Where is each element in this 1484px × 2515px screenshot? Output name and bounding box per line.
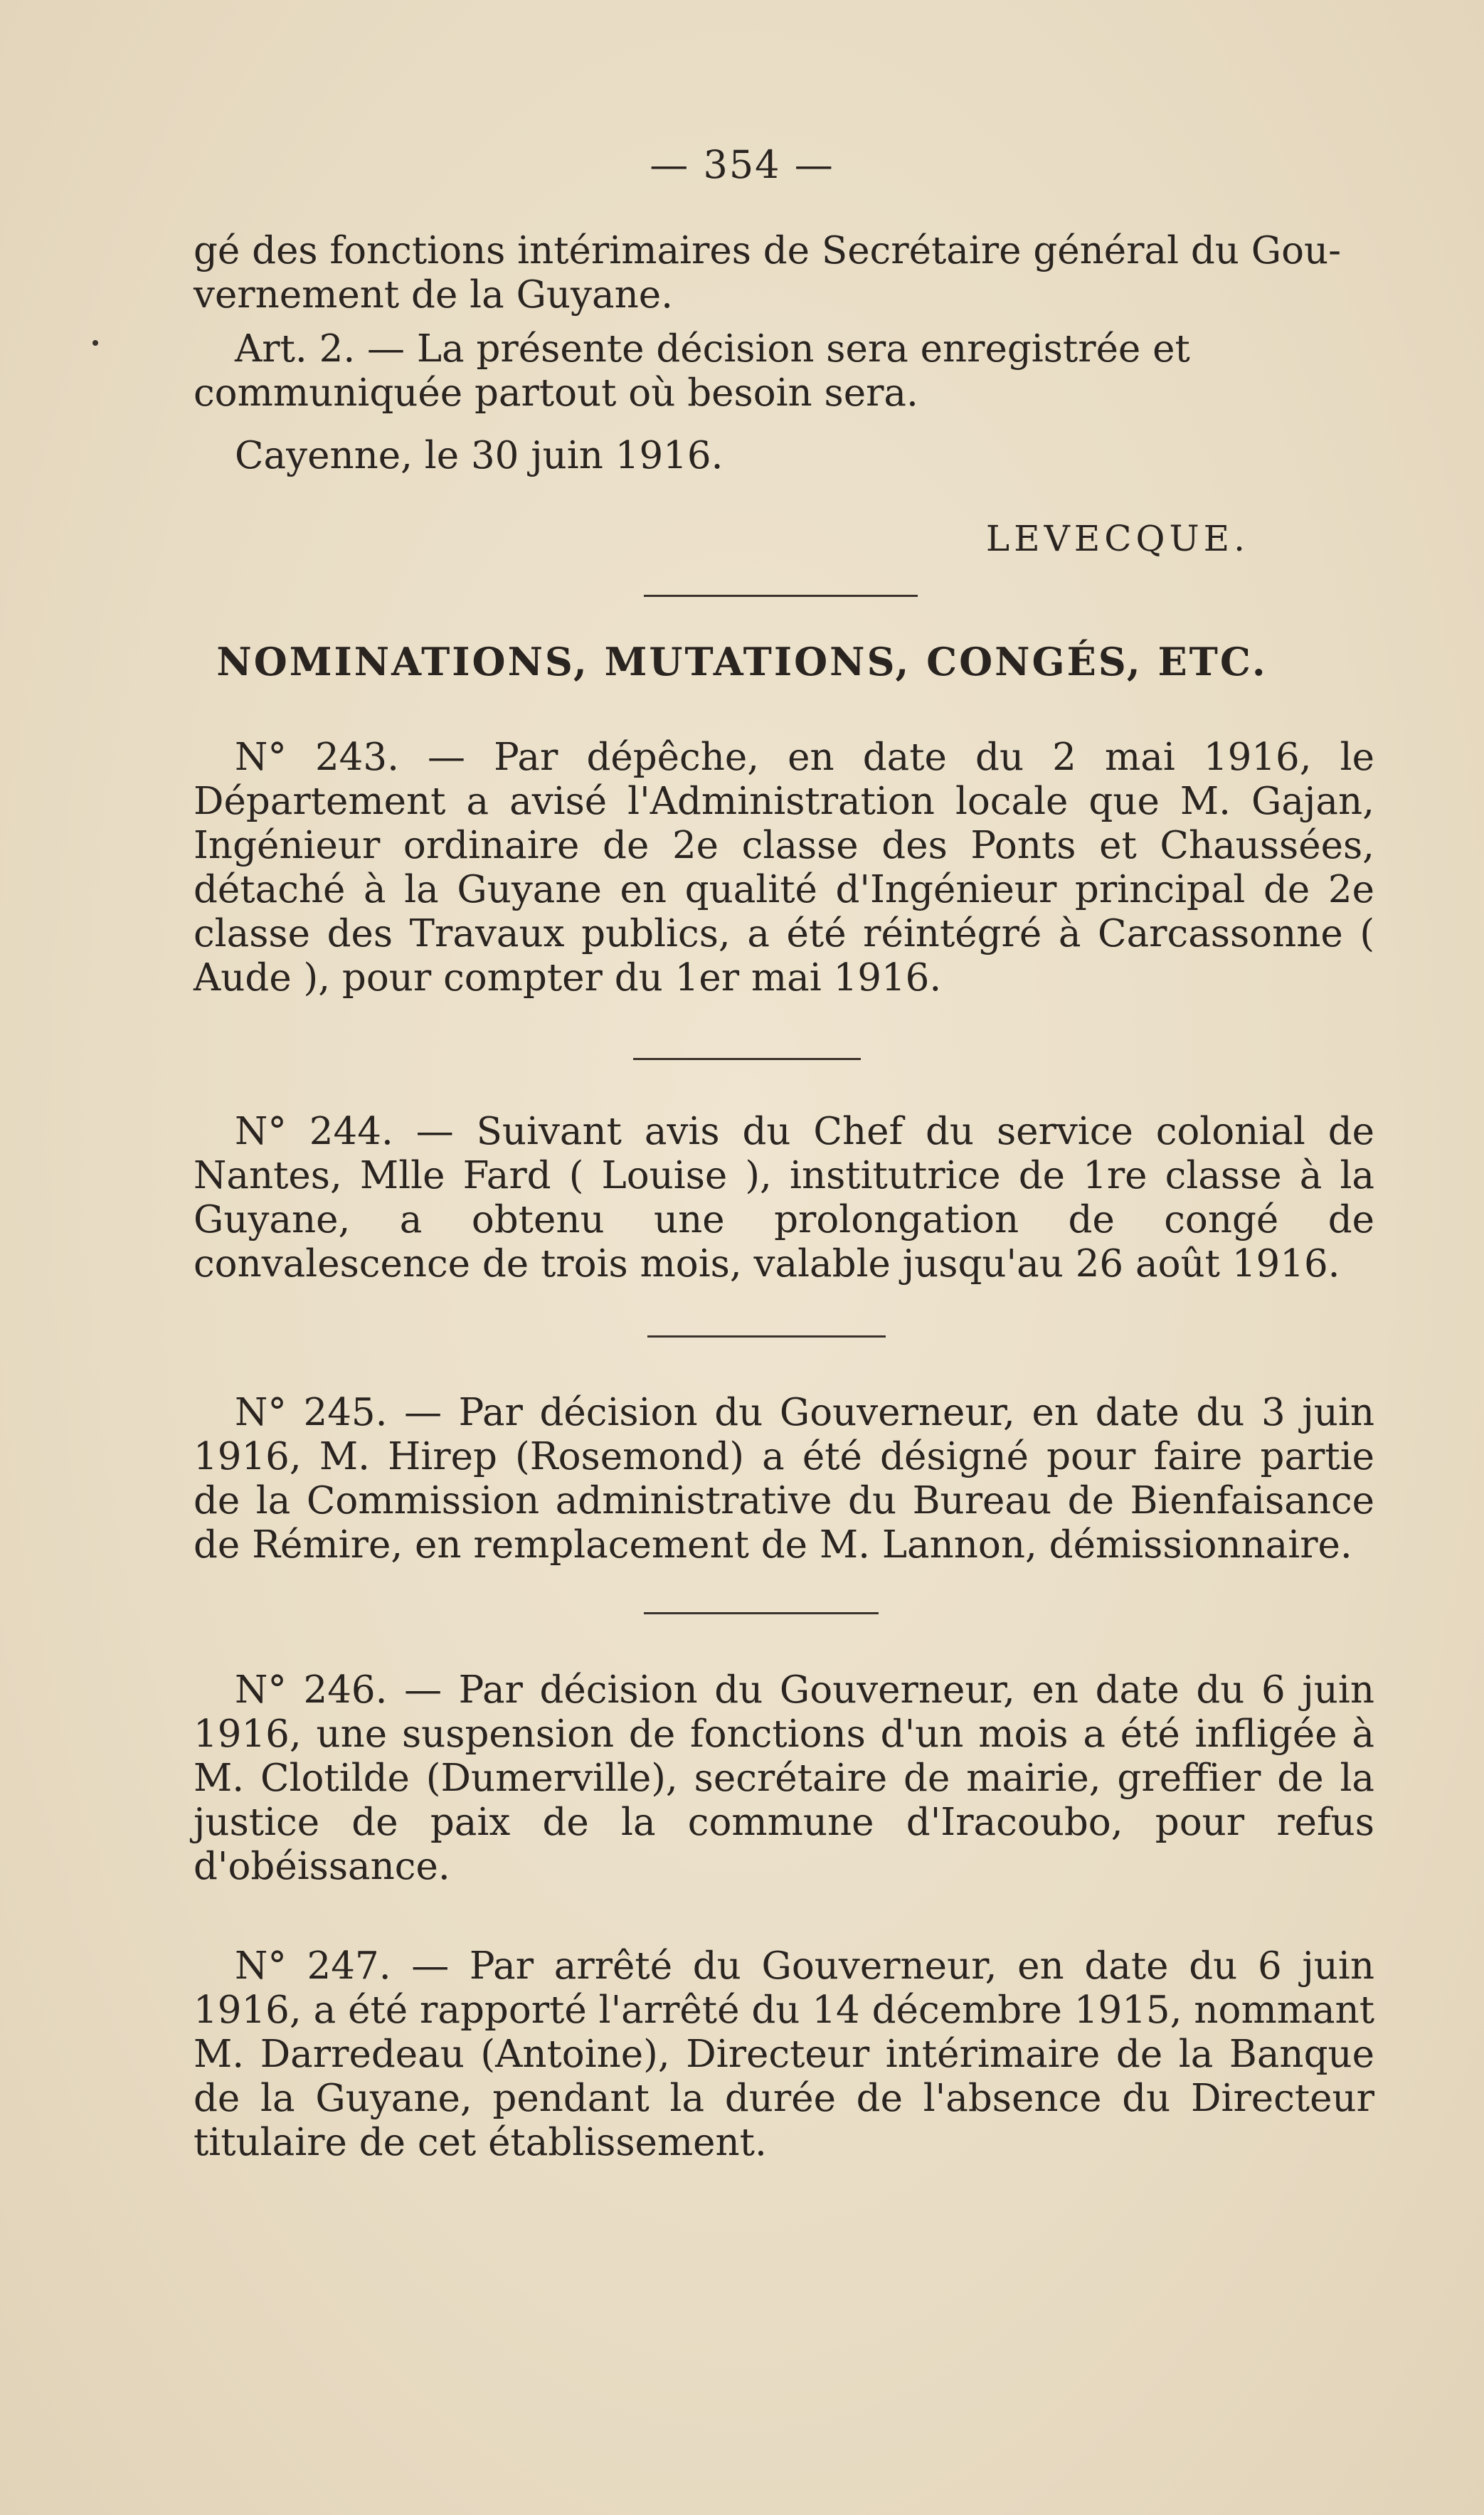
entry-244 xyxy=(194,1110,1374,1286)
intro-line-1: gé des fonctions intérimaires de Secrétaire général du Gou- xyxy=(194,229,1342,272)
entry-text: N° 246. — Par décision du Gouverneur, en date du 6 juin 1916, une suspension de fonctions d'un mois a été infligée à M. Clotilde (Dumerville), secrétaire de mairie, greffier de la justice de paix de la commune d'Iracoubo, pour refus d'obéissance. xyxy=(194,1668,1374,1888)
entry-247 xyxy=(194,1944,1374,2165)
entry-text: N° 247. — Par arrêté du Gouverneur, en date du 6 juin 1916, a été rapporté l'arrêté du 14 décembre 1915, nommant M. Darredeau (Antoine), Directeur intérimaire de la Banque de la Guyane, pendant la durée de l'absence du Directeur titulaire de cet établissement. xyxy=(194,1944,1374,2164)
separator-rule xyxy=(644,595,918,597)
separator-rule xyxy=(633,1058,861,1060)
entry-246 xyxy=(194,1668,1374,1889)
entry-text: N° 243. — Par dépêche, en date du 2 mai 1916, le Département a avisé l'Administration locale que M. Gajan, Ingénieur ordinaire de 2e classe des Ponts et Chaussées, détaché à la Guyane en qualité d'Ingénieur principal de 2e classe des Travaux publics, a été réintégré à Carcassonne ( Aude ), pour compter du 1er mai 1916. xyxy=(194,736,1374,1000)
page-number: — 354 — xyxy=(650,142,834,187)
entry-243 xyxy=(194,736,1374,1000)
section-heading: NOMINATIONS, MUTATIONS, CONGÉS, ETC. xyxy=(216,639,1268,684)
margin-dot xyxy=(92,340,98,346)
decision-date: Cayenne, le 30 juin 1916. xyxy=(235,434,724,477)
separator-rule xyxy=(647,1335,886,1338)
entry-text: N° 245. — Par décision du Gouverneur, en date du 3 juin 1916, M. Hirep (Rosemond) a été désigné pour faire partie de la Commission administrative du Bureau de Bienfaisance de Rémire, en remplacement de M. Lannon, démissionnaire. xyxy=(194,1391,1374,1567)
entry-text: N° 244. — Suivant avis du Chef du service colonial de Nantes, Mlle Fard ( Louise ), institutrice de 1re classe à la Guyane, a obtenu une prolongation de congé de convalescence de trois mois, valable jusqu'au 26 août 1916. xyxy=(194,1110,1374,1286)
article-2-line-2: communiquée partout où besoin sera. xyxy=(194,371,918,415)
intro-block xyxy=(194,229,1374,478)
intro-line-2: vernement de la Guyane. xyxy=(194,273,673,317)
article-2-line-1: Art. 2. — La présente décision sera enregistrée et xyxy=(235,327,1190,371)
signature: LEVECQUE. xyxy=(985,518,1249,559)
separator-rule xyxy=(644,1612,879,1614)
entry-245 xyxy=(194,1391,1374,1567)
